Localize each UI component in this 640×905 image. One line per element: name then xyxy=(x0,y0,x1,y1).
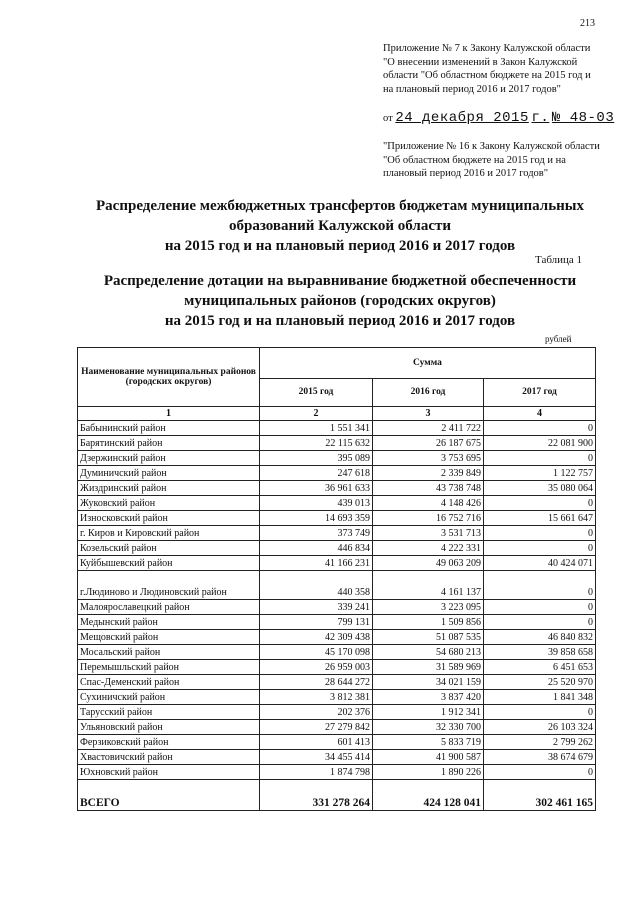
amount-2016: 4 148 426 xyxy=(373,496,484,511)
amount-2017: 0 xyxy=(484,541,596,556)
table-row xyxy=(78,690,596,705)
header-year-2017: 2017 год xyxy=(484,378,596,406)
table-row xyxy=(78,735,596,750)
municipality-name: г. Киров и Кировский район xyxy=(78,526,260,541)
amount-2015: 339 241 xyxy=(260,600,373,615)
amount-2016: 54 680 213 xyxy=(373,645,484,660)
municipality-name: Мосальский район xyxy=(78,645,260,660)
header-municipality-name: Наименование муниципальных районов (городских округов) xyxy=(78,348,260,407)
amount-2015: 440 358 xyxy=(260,571,373,600)
table-row xyxy=(78,496,596,511)
amount-2016: 2 411 722 xyxy=(373,421,484,436)
municipality-name: Бабынинский район xyxy=(78,421,260,436)
amount-2017: 6 451 653 xyxy=(484,660,596,675)
law-date-year-suffix: г. xyxy=(531,110,550,126)
amount-2015: 27 279 842 xyxy=(260,720,373,735)
amount-2015: 14 693 359 xyxy=(260,511,373,526)
municipality-name: Думиничский район xyxy=(78,466,260,481)
amount-2017: 0 xyxy=(484,496,596,511)
amount-2017: 0 xyxy=(484,571,596,600)
municipality-name: Перемышльский район xyxy=(78,660,260,675)
amount-2015: 395 089 xyxy=(260,451,373,466)
amount-2017: 38 674 679 xyxy=(484,750,596,765)
amount-2016: 5 833 719 xyxy=(373,735,484,750)
amount-2015: 439 013 xyxy=(260,496,373,511)
amount-2015: 42 309 438 xyxy=(260,630,373,645)
table-row xyxy=(78,615,596,630)
total-2016: 424 128 041 xyxy=(373,780,484,811)
sub-title-line-3: на 2015 год и на плановый период 2016 и 2017 годов xyxy=(164,313,516,329)
municipality-name: Куйбышевский район xyxy=(78,556,260,571)
table-row xyxy=(78,600,596,615)
main-title-line-1: Распределение межбюджетных трансфертов бюджетам муниципальных xyxy=(96,198,584,214)
amount-2016: 31 589 969 xyxy=(373,660,484,675)
amount-2017: 39 858 658 xyxy=(484,645,596,660)
amount-2015: 601 413 xyxy=(260,735,373,750)
amount-2016: 1 509 856 xyxy=(373,615,484,630)
amount-2017: 15 661 647 xyxy=(484,511,596,526)
amount-2016: 16 752 716 xyxy=(373,511,484,526)
amount-2017: 25 520 970 xyxy=(484,675,596,690)
amount-2015: 26 959 003 xyxy=(260,660,373,675)
total-row xyxy=(78,780,596,811)
table-row xyxy=(78,541,596,556)
table-row xyxy=(78,630,596,645)
amount-2017: 1 122 757 xyxy=(484,466,596,481)
table-row xyxy=(78,675,596,690)
amount-2017: 0 xyxy=(484,421,596,436)
table-row xyxy=(78,511,596,526)
date-prefix: от xyxy=(383,113,393,124)
amount-2016: 1 890 226 xyxy=(373,765,484,780)
amount-2017: 26 103 324 xyxy=(484,720,596,735)
amount-2016: 41 900 587 xyxy=(373,750,484,765)
header-year-2016: 2016 год xyxy=(373,378,484,406)
amount-2017: 0 xyxy=(484,526,596,541)
amount-2017: 2 799 262 xyxy=(484,735,596,750)
table-row xyxy=(78,571,596,600)
municipality-name: Сухиничский район xyxy=(78,690,260,705)
amount-2016: 3 837 420 xyxy=(373,690,484,705)
currency-unit: рублей xyxy=(545,334,572,344)
sub-title-line-1: Распределение дотации на выравнивание бюджетной обеспеченности xyxy=(103,273,577,289)
amount-2017: 0 xyxy=(484,705,596,720)
column-number: 4 xyxy=(484,407,596,421)
total-2015: 331 278 264 xyxy=(260,780,373,811)
column-number: 1 xyxy=(78,407,260,421)
amount-2015: 247 618 xyxy=(260,466,373,481)
amount-2017: 46 840 832 xyxy=(484,630,596,645)
law-number: № 48-03 xyxy=(551,110,615,126)
amount-2017: 0 xyxy=(484,600,596,615)
amount-2015: 1 551 341 xyxy=(260,421,373,436)
municipality-name: Жиздринский район xyxy=(78,481,260,496)
municipality-name: Ферзиковский район xyxy=(78,735,260,750)
municipality-name: Жуковский район xyxy=(78,496,260,511)
main-title-line-3: на 2015 год и на плановый период 2016 и 2017 годов xyxy=(164,238,516,254)
amount-2016: 43 738 748 xyxy=(373,481,484,496)
amount-2016: 4 222 331 xyxy=(373,541,484,556)
amount-2015: 41 166 231 xyxy=(260,556,373,571)
amount-2015: 373 749 xyxy=(260,526,373,541)
municipality-name: Хвастовичский район xyxy=(78,750,260,765)
amount-2015: 28 644 272 xyxy=(260,675,373,690)
municipality-name: Малоярославецкий район xyxy=(78,600,260,615)
sub-title-line-2: муниципальных районов (городских округов) xyxy=(184,293,496,309)
annex-reference-amending-law: Приложение № 7 к Закону Калужской области "О внесении изменений в Закон Калужской области "Об областном бюджете на 2015 год и на плановый период 2016 и 2017 годов" xyxy=(383,43,591,95)
municipality-name: Износковский район xyxy=(78,511,260,526)
amount-2017: 35 080 064 xyxy=(484,481,596,496)
amount-2016: 51 087 535 xyxy=(373,630,484,645)
table-row xyxy=(78,421,596,436)
amount-2017: 40 424 071 xyxy=(484,556,596,571)
amount-2015: 799 131 xyxy=(260,615,373,630)
municipality-name: Мещовский район xyxy=(78,630,260,645)
amount-2015: 34 455 414 xyxy=(260,750,373,765)
header-year-2015: 2015 год xyxy=(260,378,373,406)
amount-2015: 45 170 098 xyxy=(260,645,373,660)
amount-2015: 1 874 798 xyxy=(260,765,373,780)
table-row xyxy=(78,481,596,496)
amount-2016: 26 187 675 xyxy=(373,436,484,451)
amount-2015: 3 812 381 xyxy=(260,690,373,705)
amount-2015: 22 115 632 xyxy=(260,436,373,451)
amount-2015: 202 376 xyxy=(260,705,373,720)
amount-2017: 0 xyxy=(484,615,596,630)
total-label: ВСЕГО xyxy=(78,780,260,811)
amount-2015: 36 961 633 xyxy=(260,481,373,496)
amount-2015: 446 834 xyxy=(260,541,373,556)
amount-2016: 1 912 341 xyxy=(373,705,484,720)
amount-2016: 49 063 209 xyxy=(373,556,484,571)
amount-2017: 0 xyxy=(484,451,596,466)
column-number: 2 xyxy=(260,407,373,421)
amount-2016: 2 339 849 xyxy=(373,466,484,481)
amount-2017: 22 081 900 xyxy=(484,436,596,451)
law-date: 24 декабря 2015 xyxy=(395,110,529,126)
page-number: 213 xyxy=(580,18,595,29)
total-2017: 302 461 165 xyxy=(484,780,596,811)
municipality-name: Тарусский район xyxy=(78,705,260,720)
municipality-name: Дзержинский район xyxy=(78,451,260,466)
table-row xyxy=(78,765,596,780)
table-row xyxy=(78,451,596,466)
amount-2016: 34 021 159 xyxy=(373,675,484,690)
header-sum: Сумма xyxy=(260,348,596,379)
subsidy-table xyxy=(77,347,596,811)
table-row xyxy=(78,436,596,451)
municipality-name: Медынский район xyxy=(78,615,260,630)
annex-reference-budget-law: "Приложение № 16 к Закону Калужской области "Об областном бюджете на 2015 год и на плановый период 2016 и 2017 годов" xyxy=(383,141,600,179)
municipality-name: Ульяновский район xyxy=(78,720,260,735)
table-row xyxy=(78,750,596,765)
amount-2016: 4 161 137 xyxy=(373,571,484,600)
amount-2016: 3 223 095 xyxy=(373,600,484,615)
municipality-name: Юхновский район xyxy=(78,765,260,780)
table-row xyxy=(78,466,596,481)
amount-2016: 32 330 700 xyxy=(373,720,484,735)
column-number: 3 xyxy=(373,407,484,421)
amount-2016: 3 753 695 xyxy=(373,451,484,466)
municipality-name: г.Людиново и Людиновский район xyxy=(78,571,260,600)
amount-2017: 0 xyxy=(484,765,596,780)
amount-2017: 1 841 348 xyxy=(484,690,596,705)
main-title xyxy=(60,196,620,256)
table-row xyxy=(78,526,596,541)
municipality-name: Спас-Деменский район xyxy=(78,675,260,690)
main-title-line-2: образований Калужской области xyxy=(228,218,452,234)
table-label: Таблица 1 xyxy=(535,254,583,266)
law-date-line xyxy=(383,110,633,126)
sub-title xyxy=(60,271,620,331)
table-row xyxy=(78,645,596,660)
municipality-name: Барятинский район xyxy=(78,436,260,451)
table-row xyxy=(78,705,596,720)
table-row xyxy=(78,660,596,675)
amount-2016: 3 531 713 xyxy=(373,526,484,541)
municipality-name: Козельский район xyxy=(78,541,260,556)
table-row xyxy=(78,720,596,735)
table-body xyxy=(78,421,596,811)
table-row xyxy=(78,556,596,571)
